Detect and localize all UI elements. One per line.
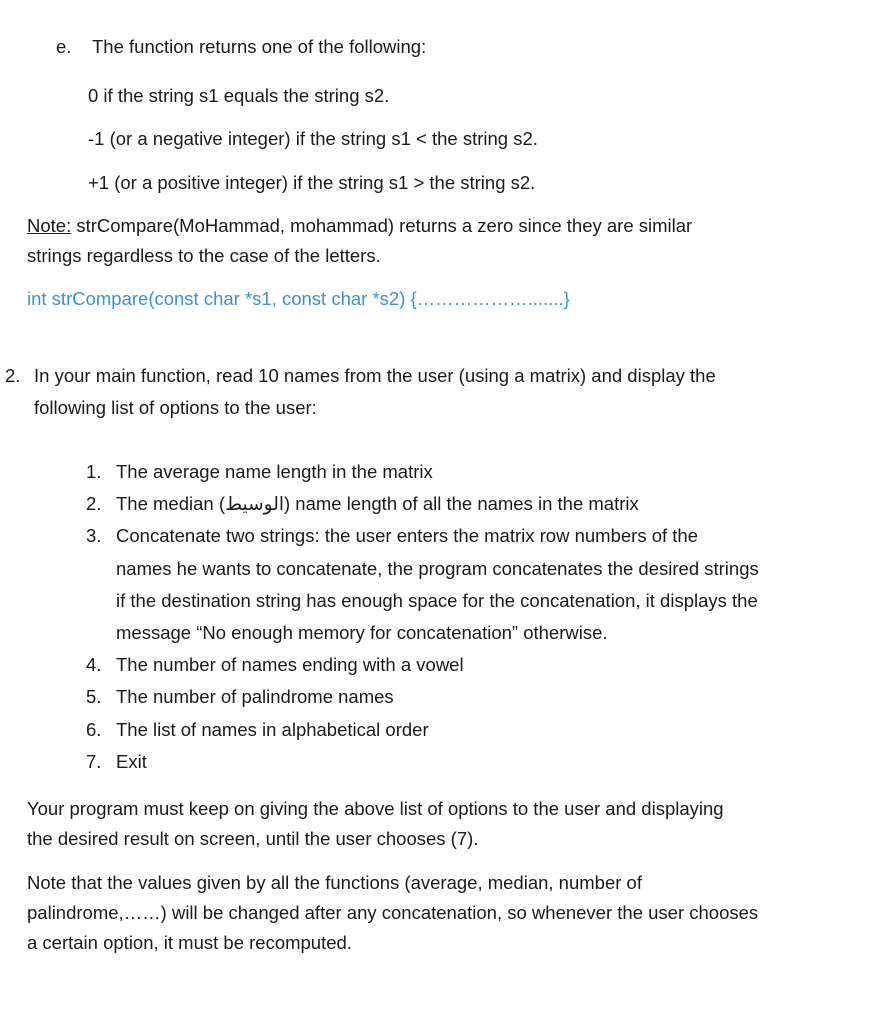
- paragraph-line: palindrome,……) will be changed after any concatenation, so whenever the user chooses: [27, 902, 759, 923]
- option-number: 2.: [86, 493, 102, 515]
- option-number: 3.: [86, 525, 102, 547]
- function-prototype: int strCompare(const char *s1, const char *s2) {……………….......}: [27, 288, 570, 309]
- option-number: 4.: [86, 654, 102, 676]
- option-text: The number of names ending with a vowel: [116, 654, 464, 676]
- option-text: Concatenate two strings: the user enters the matrix row numbers of the: [116, 525, 699, 547]
- option-text: names he wants to concatenate, the program concatenates the desired strings: [116, 557, 759, 579]
- section-marker: e.: [56, 36, 72, 57]
- section-heading: The function returns one of the following:: [92, 36, 427, 57]
- note-text: strCompare(MoHammad, mohammad) returns a zero since they are similar: [71, 215, 693, 236]
- paragraph-line: the desired result on screen, until the user chooses (7).: [27, 828, 479, 849]
- paragraph-line: a certain option, it must be recomputed.: [27, 932, 352, 953]
- paragraph-line: Note that the values given by all the functions (average, median, number of: [27, 872, 642, 893]
- note-line: [27, 217, 692, 236]
- paragraph-line: Your program must keep on giving the above list of options to the user and displaying: [27, 798, 724, 819]
- option-text: if the destination string has enough space for the concatenation, it displays the: [116, 589, 758, 611]
- option-number: 7.: [86, 750, 102, 772]
- note-line-continued: strings regardless to the case of the letters.: [27, 245, 381, 266]
- question-text-continued: following list of options to the user:: [34, 397, 317, 418]
- option-text: The list of names in alphabetical order: [116, 718, 429, 740]
- option-number: 5.: [86, 686, 102, 708]
- return-case-less: -1 (or a negative integer) if the string s1 < the string s2.: [88, 128, 538, 149]
- option-text: The number of palindrome names: [116, 686, 394, 708]
- option-number: 6.: [86, 718, 102, 740]
- return-case-equal: 0 if the string s1 equals the string s2.: [88, 85, 390, 106]
- option-text: The median (الوسيط) name length of all the names in the matrix: [116, 493, 639, 515]
- option-number: 1.: [86, 461, 102, 482]
- option-text: message “No enough memory for concatenation” otherwise.: [116, 622, 608, 643]
- return-case-greater: +1 (or a positive integer) if the string s1 > the string s2.: [88, 172, 536, 193]
- question-number: 2.: [5, 365, 21, 386]
- option-text: Exit: [116, 750, 147, 772]
- note-label: Note:: [27, 215, 72, 236]
- question-text: In your main function, read 10 names from the user (using a matrix) and display the: [34, 365, 716, 386]
- option-text: The average name length in the matrix: [116, 461, 433, 482]
